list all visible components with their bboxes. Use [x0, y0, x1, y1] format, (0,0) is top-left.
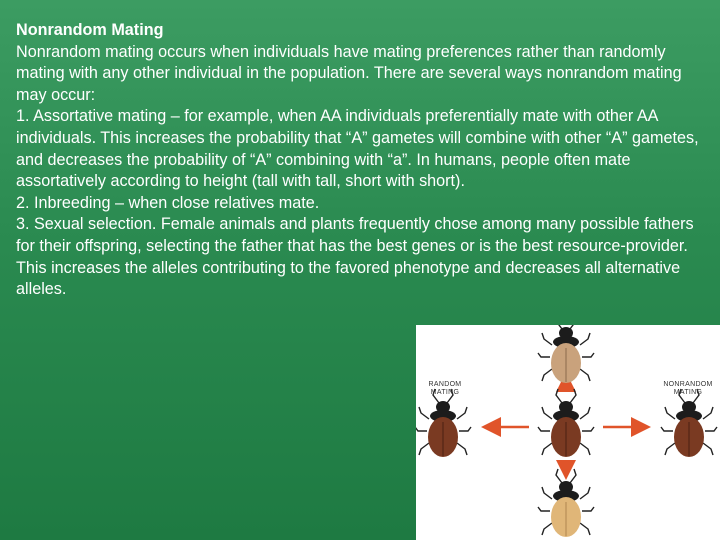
beetle-bottom — [538, 469, 594, 537]
nonrandom-mating-label: NONRANDOM MATING — [663, 381, 713, 396]
sexual-selection-paragraph: 3. Sexual selection. Female animals and plants frequently chose among many possible fathers for their offspring, selecting the father that has the best genes or is the best resource-provider. This increases the alleles contributing to the favored phenotype and decreases all alternative alleles. — [16, 215, 694, 299]
beetle-center — [538, 389, 594, 457]
slide-title: Nonrandom Mating — [16, 21, 164, 39]
slide-text — [16, 20, 706, 301]
assortative-mating-paragraph: 1. Assortative mating – for example, when AA individuals preferentially mate with other AA individuals. This increases the probability that “A” gametes will combine with other “A” gametes, and decreases the probability of “A” combining with “a”. In humans, people often mate assortatively according to height (tall with tall, short with short). — [16, 107, 699, 191]
mating-diagram — [416, 325, 720, 540]
beetle-left — [416, 389, 471, 457]
beetle-right — [661, 389, 717, 457]
inbreeding-paragraph: 2. Inbreeding – when close relatives mate. — [16, 193, 320, 212]
beetle-diagram — [416, 325, 720, 540]
beetle-top — [538, 325, 594, 383]
random-mating-label: RANDOM MATING — [428, 381, 462, 396]
intro-paragraph: Nonrandom mating occurs when individuals have mating preferences rather than randomly mating with any other individual in the population. There are several ways nonrandom mating may occur: — [16, 42, 682, 104]
